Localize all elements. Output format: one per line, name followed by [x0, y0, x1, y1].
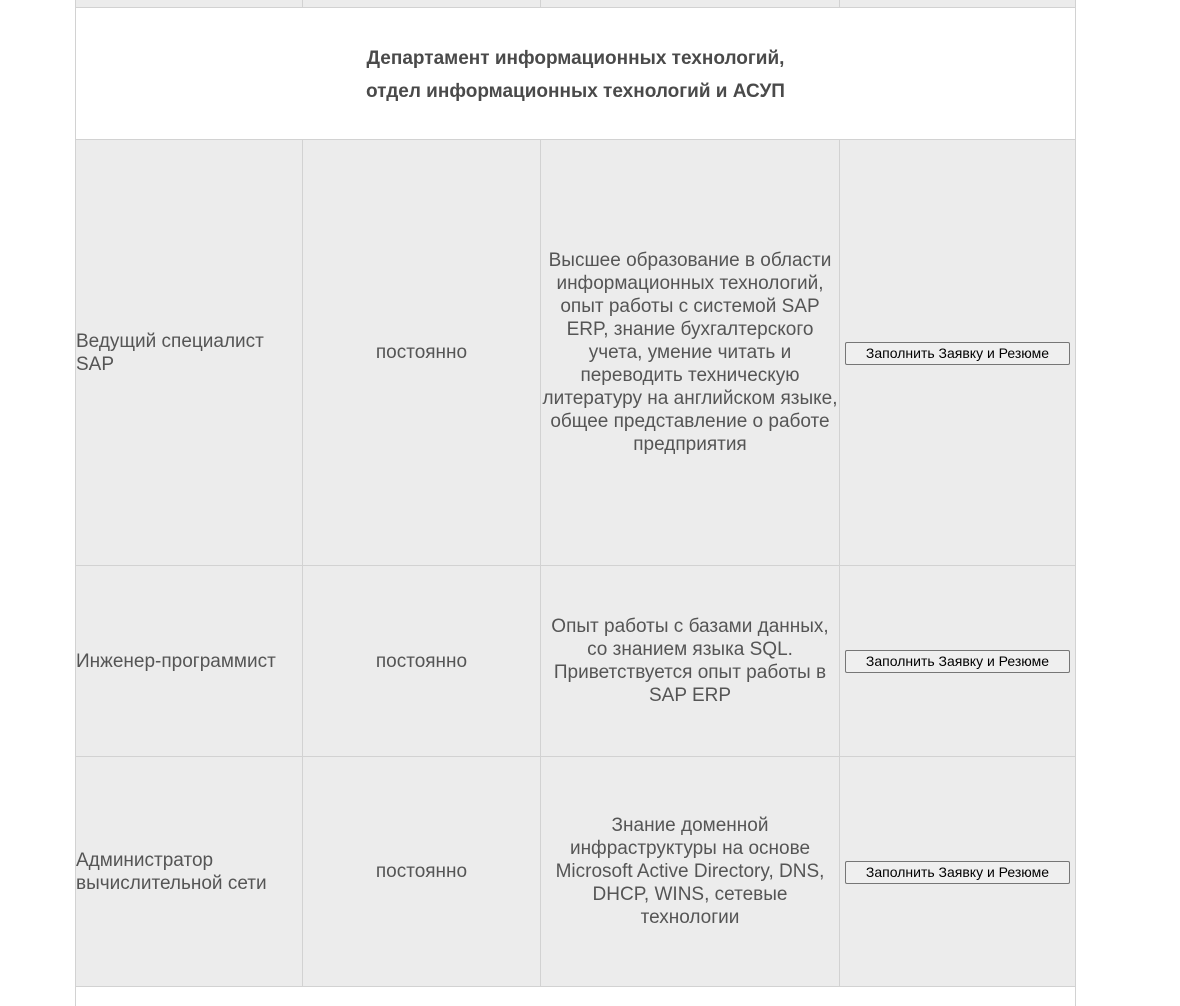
- vacancy-action-cell: [840, 566, 1076, 757]
- vacancy-requirements: Высшее образование в области информационных технологий, опыт работы с системой SAP ERP, знание бухгалтерского учета, умение читать и переводить техническую литературу на английском языке, общее представление о работе предприятия: [541, 140, 840, 566]
- vacancy-row: [76, 566, 1076, 757]
- vacancy-requirements: Опыт работы с базами данных, со знанием языка SQL. Приветствуется опыт работы в SAP ERP: [541, 566, 840, 757]
- vacancy-employment: постоянно: [303, 757, 541, 987]
- department-name: Департамент информационных технологий,: [366, 47, 785, 69]
- previous-row-remnant: [76, 0, 1076, 8]
- vacancy-employment: постоянно: [303, 566, 541, 757]
- department-header-row: [76, 8, 1076, 140]
- department-subdivision: отдел информационных технологий и АСУП: [366, 80, 785, 102]
- vacancy-title: Ведущий специалист SAP: [76, 140, 303, 566]
- vacancy-action-cell: [840, 140, 1076, 566]
- vacancy-title: Администратор вычислительной сети: [76, 757, 303, 987]
- apply-button[interactable]: Заполнить Заявку и Резюме: [845, 861, 1070, 884]
- apply-button[interactable]: Заполнить Заявку и Резюме: [845, 650, 1070, 673]
- vacancy-row: [76, 140, 1076, 566]
- vacancies-table: [75, 0, 1076, 1006]
- vacancy-row: [76, 757, 1076, 987]
- apply-button[interactable]: Заполнить Заявку и Резюме: [845, 342, 1070, 365]
- vacancy-requirements: Знание доменной инфраструктуры на основе Microsoft Active Directory, DNS, DHCP, WINS, сетевые технологии: [541, 757, 840, 987]
- next-row-remnant: [76, 987, 1076, 1006]
- department-heading: [76, 8, 1076, 140]
- vacancy-action-cell: [840, 757, 1076, 987]
- vacancy-title: Инженер-программист: [76, 566, 303, 757]
- vacancy-employment: постоянно: [303, 140, 541, 566]
